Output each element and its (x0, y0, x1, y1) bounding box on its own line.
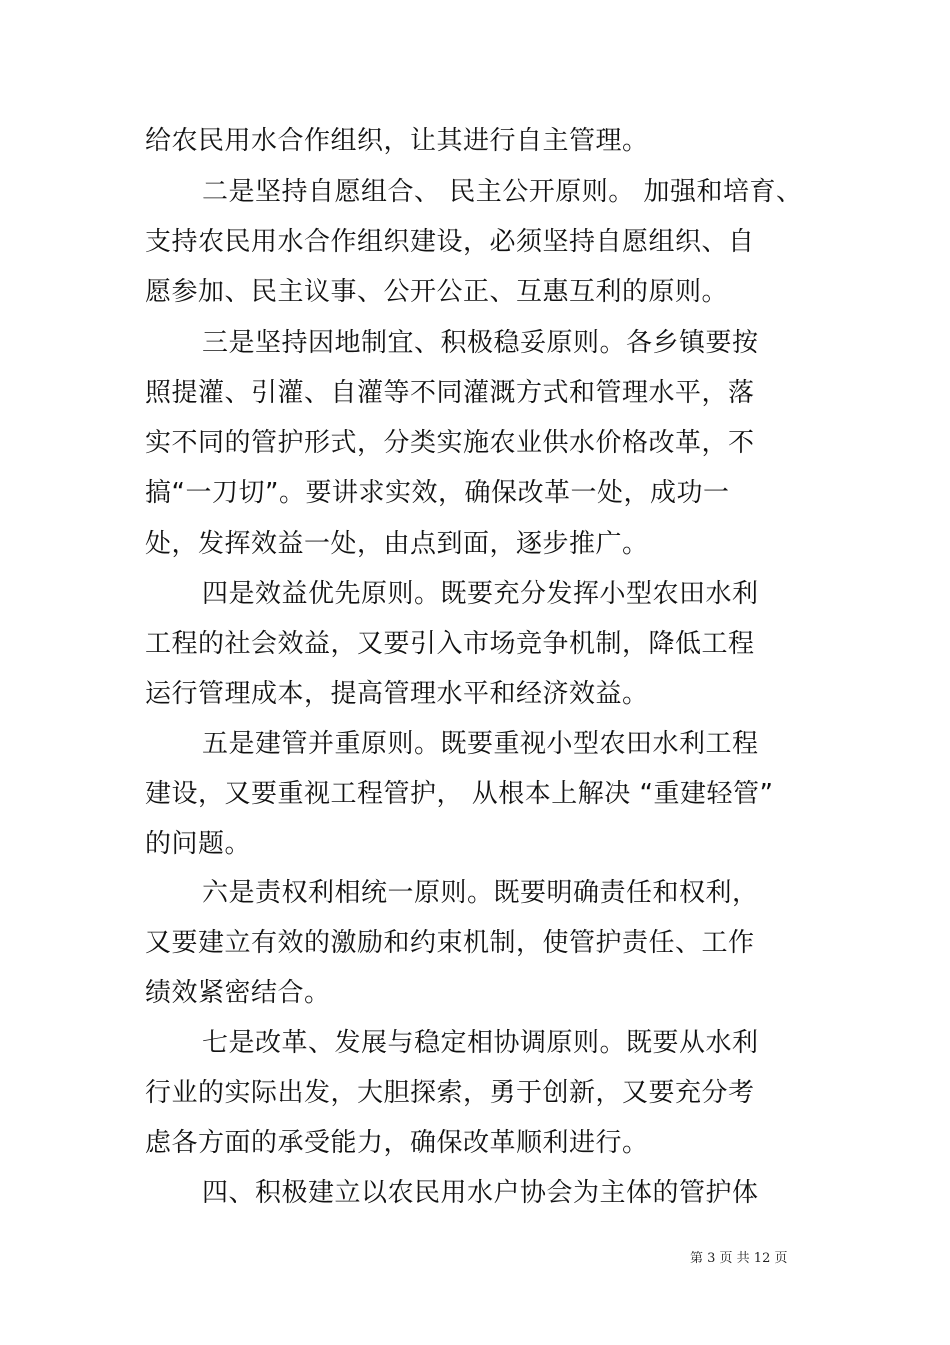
paragraph-first-line: 三是坚持因地制宜、积极稳妥原则。各乡镇要按 (202, 328, 759, 358)
text-line: 虑各方面的承受能力，确保改革顺利进行。 (145, 1128, 649, 1158)
text-line: 行业的实际出发，大胆探索，勇于创新，又要充分考 (145, 1078, 755, 1108)
paragraph-first-line: 五是建管并重原则。既要重视小型农田水利工程 (202, 729, 759, 759)
text-line: 绩效紧密结合。 (145, 978, 331, 1008)
paragraph-first-line: 七是改革、发展与稳定相协调原则。既要从水利 (202, 1028, 759, 1058)
page-number-footer: 第 3 页 共 12 页 (690, 1251, 788, 1266)
text-line: 运行管理成本，提高管理水平和经济效益。 (145, 679, 649, 709)
text-line: 的问题。 (145, 829, 252, 859)
text-line: 愿参加、民主议事、公开公正、互惠互利的原则。 (145, 277, 729, 307)
text-line: 支持农民用水合作组织建设，必须坚持自愿组织、自 (145, 227, 755, 257)
text-line: 工程的社会效益，又要引入市场竞争机制，降低工程 (145, 629, 755, 659)
text-line: 处，发挥效益一处，由点到面，逐步推广。 (145, 529, 649, 559)
paragraph-first-line: 四是效益优先原则。既要充分发挥小型农田水利 (202, 579, 759, 609)
paragraph-first-line: 二是坚持自愿组合、 民主公开原则。 加强和培育、 (202, 177, 803, 207)
text-line: 给农民用水合作组织，让其进行自主管理。 (145, 126, 649, 156)
text-line: 实不同的管护形式，分类实施农业供水价格改革，不 (145, 428, 755, 458)
text-line: 又要建立有效的激励和约束机制，使管护责任、工作 (145, 928, 755, 958)
text-line: 照提灌、引灌、自灌等不同灌溉方式和管理水平，落 (145, 378, 755, 408)
text-line: 搞“一刀切”。要讲求实效，确保改革一处，成功一 (145, 478, 730, 508)
paragraph-first-line: 四、积极建立以农民用水户协会为主体的管护体 (202, 1178, 759, 1208)
text-line: 建设，又要重视工程管护， 从根本上解决 “重建轻管” (145, 779, 774, 809)
paragraph-first-line: 六是责权利相统一原则。既要明确责任和权利， (202, 878, 759, 908)
